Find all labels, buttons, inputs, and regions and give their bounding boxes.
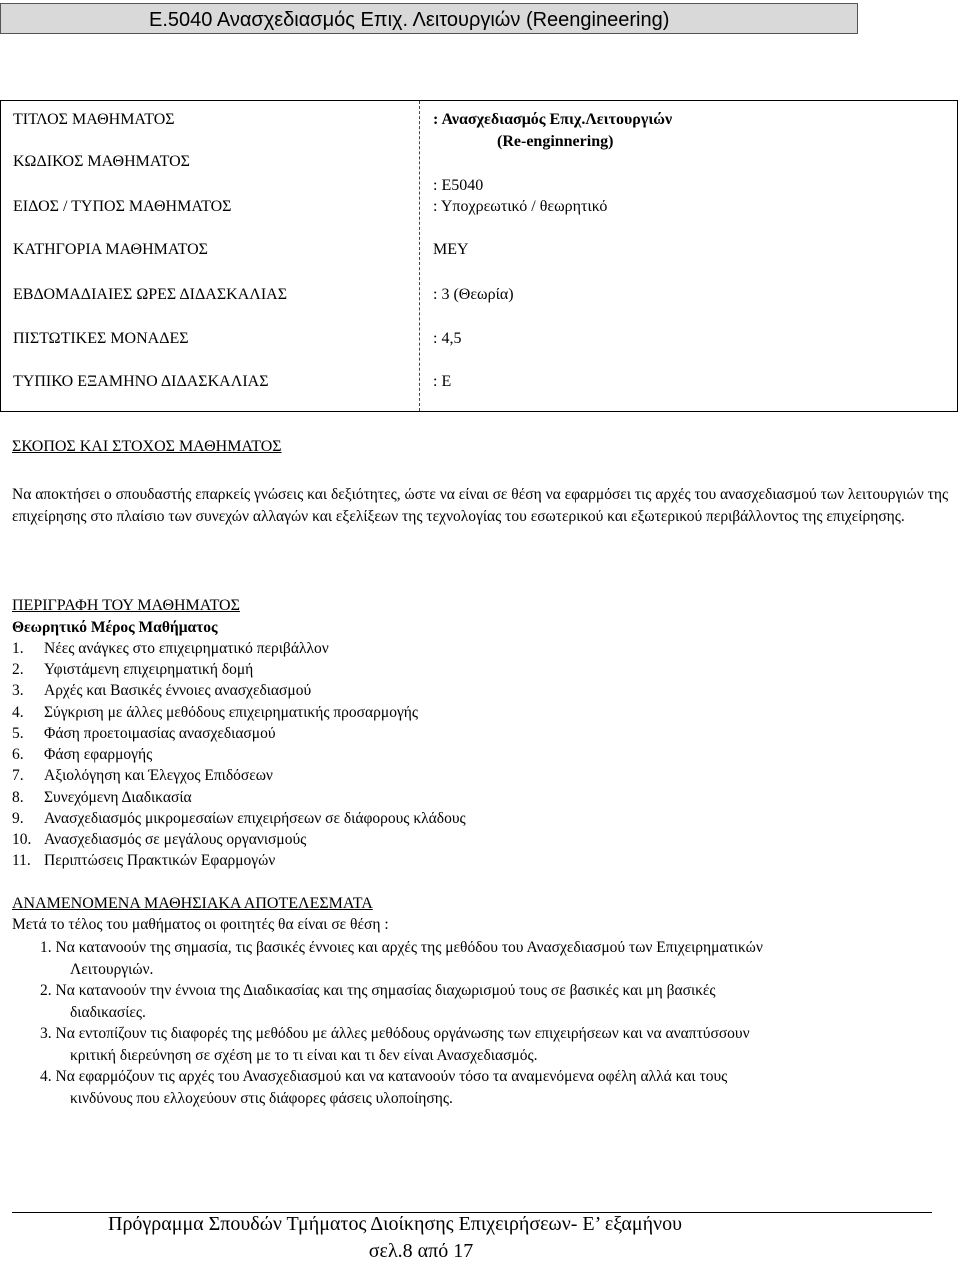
list-item: 4. Να εφαρμόζουν τις αρχές του Ανασχεδιασμού και να κατανοούν τόσο τα αναμενόμενα οφέλη αλλά και τους κινδύνους που ελλοχεύουν στις διάφορες φάσεις υλοποίησης. xyxy=(40,1068,728,1107)
weekly-hours-label: ΕΒΔΟΜΑΔΙΑΙΕΣ ΩΡΕΣ ΔΙΔΑΣΚΑΛΙΑΣ xyxy=(13,286,288,303)
course-title-value-cont: (Re-enginnering) xyxy=(497,133,614,150)
description-subheading: Θεωρητικό Μέρος Μαθήματος xyxy=(12,619,218,636)
course-type-label: ΕΙΔΟΣ / ΤΥΠΟΣ ΜΑΘΗΜΑΤΟΣ xyxy=(13,198,232,215)
outcomes-heading: ΑΝΑΜΕΝΟΜΕΝΑ ΜΑΘΗΣΙΑΚΑ ΑΠΟΤΕΛΕΣΜΑΤΑ xyxy=(12,895,373,912)
footer-program: Πρόγραμμα Σπουδών Τμήματος Διοίκησης Επιχειρήσεων- Ε’ εξαμήνου xyxy=(108,1213,682,1235)
list-item: 4. Σύγκριση με άλλες μεθόδους επιχειρηματικής προσαρμογής xyxy=(12,704,419,721)
list-item: 2. Να κατανοούν την έννοια της Διαδικασίας και της σημασίας διαχωρισμού τους σε βασικές και μη βασικές διαδικασίες. xyxy=(40,982,716,1021)
page-header-title: Ε.5040 Ανασχεδιασμός Επιχ. Λειτουργιών (Reengineering) xyxy=(149,9,670,31)
course-category-value: ΜΕΥ xyxy=(433,241,469,258)
list-item: 6. Φάση εφαρμογής xyxy=(12,746,153,763)
credits-label: ΠΙΣΤΩΤΙΚΕΣ ΜΟΝΑΔΕΣ xyxy=(13,330,189,347)
page-header xyxy=(0,3,858,34)
list-item: 7. Αξιολόγηση και Έλεγχος Επιδόσεων xyxy=(12,767,273,784)
description-heading: ΠΕΡΙΓΡΑΦΗ ΤΟΥ ΜΑΘΗΜΑΤΟΣ xyxy=(12,597,240,614)
list-item: 11. Περιπτώσεις Πρακτικών Εφαρμογών xyxy=(12,852,276,869)
course-info-table xyxy=(0,100,958,412)
outcomes-intro: Μετά το τέλος του μαθήματος οι φοιτητές θα είναι σε θέση : xyxy=(12,916,389,933)
list-item: 2. Υφιστάμενη επιχειρηματική δομή xyxy=(12,661,254,678)
purpose-heading: ΣΚΟΠΟΣ ΚΑΙ ΣΤΟΧΟΣ ΜΑΘΗΜΑΤΟΣ xyxy=(12,438,282,455)
course-code-value: : Ε5040 xyxy=(433,177,484,194)
column-separator xyxy=(419,101,420,411)
list-item: 3. Αρχές και Βασικές έννοιες ανασχεδιασμού xyxy=(12,682,312,699)
list-item: 9. Ανασχεδιασμός μικρομεσαίων επιχειρήσεων σε διάφορους κλάδους xyxy=(12,810,466,827)
weekly-hours-value: : 3 (Θεωρία) xyxy=(433,286,514,303)
credits-value: : 4,5 xyxy=(433,330,462,347)
semester-label: ΤΥΠΙΚΟ ΕΞΑΜΗΝΟ ΔΙΔΑΣΚΑΛΙΑΣ xyxy=(13,373,269,390)
page-number: σελ.8 από 17 xyxy=(368,1240,474,1262)
course-title-label: ΤΙΤΛΟΣ ΜΑΘΗΜΑΤΟΣ xyxy=(13,111,175,128)
course-title-value: : Ανασχεδιασμός Επιχ.Λειτουργιών xyxy=(433,111,673,128)
list-item: 10. Ανασχεδιασμός σε μεγάλους οργανισμούς xyxy=(12,831,307,848)
list-item: 3. Να εντοπίζουν τις διαφορές της μεθόδου με άλλες μεθόδους οργάνωσης των επιχειρήσεων και να αναπτύσσουν κριτική διερεύνηση σε σχέση με το τι είναι και τι δεν είναι Ανασχεδιασμός. xyxy=(40,1025,750,1064)
semester-value: : Ε xyxy=(433,373,452,390)
list-item: 1. Να κατανοούν της σημασία, τις βασικές έννοιες και αρχές της μεθόδου του Ανασχεδιασμού των Επιχειρηματικών Λειτουργιών. xyxy=(40,939,763,978)
course-code-label: ΚΩΔΙΚΟΣ ΜΑΘΗΜΑΤΟΣ xyxy=(13,153,190,170)
list-item: 8. Συνεχόμενη Διαδικασία xyxy=(12,789,192,806)
purpose-text: Να αποκτήσει ο σπουδαστής επαρκείς γνώσεις και δεξιότητες, ώστε να είναι σε θέση να εφαρμόσει τις αρχές του ανασχεδιασμού των λειτουργιών της επιχείρησης στο πλαίσιο των συνεχών αλλαγών και εξελίξεων της τεχνολογίας του εσωτερικού και εξωτερικού περιβάλλοντος της επιχείρησης. xyxy=(12,486,949,525)
course-type-value: : Υποχρεωτικό / θεωρητικό xyxy=(433,198,608,215)
list-item: 5. Φάση προετοιμασίας ανασχεδιασμού xyxy=(12,725,276,742)
list-item: 1. Νέες ανάγκες στο επιχειρηματικό περιβάλλον xyxy=(12,640,329,657)
course-category-label: ΚΑΤΗΓΟΡΙΑ ΜΑΘΗΜΑΤΟΣ xyxy=(13,241,208,258)
